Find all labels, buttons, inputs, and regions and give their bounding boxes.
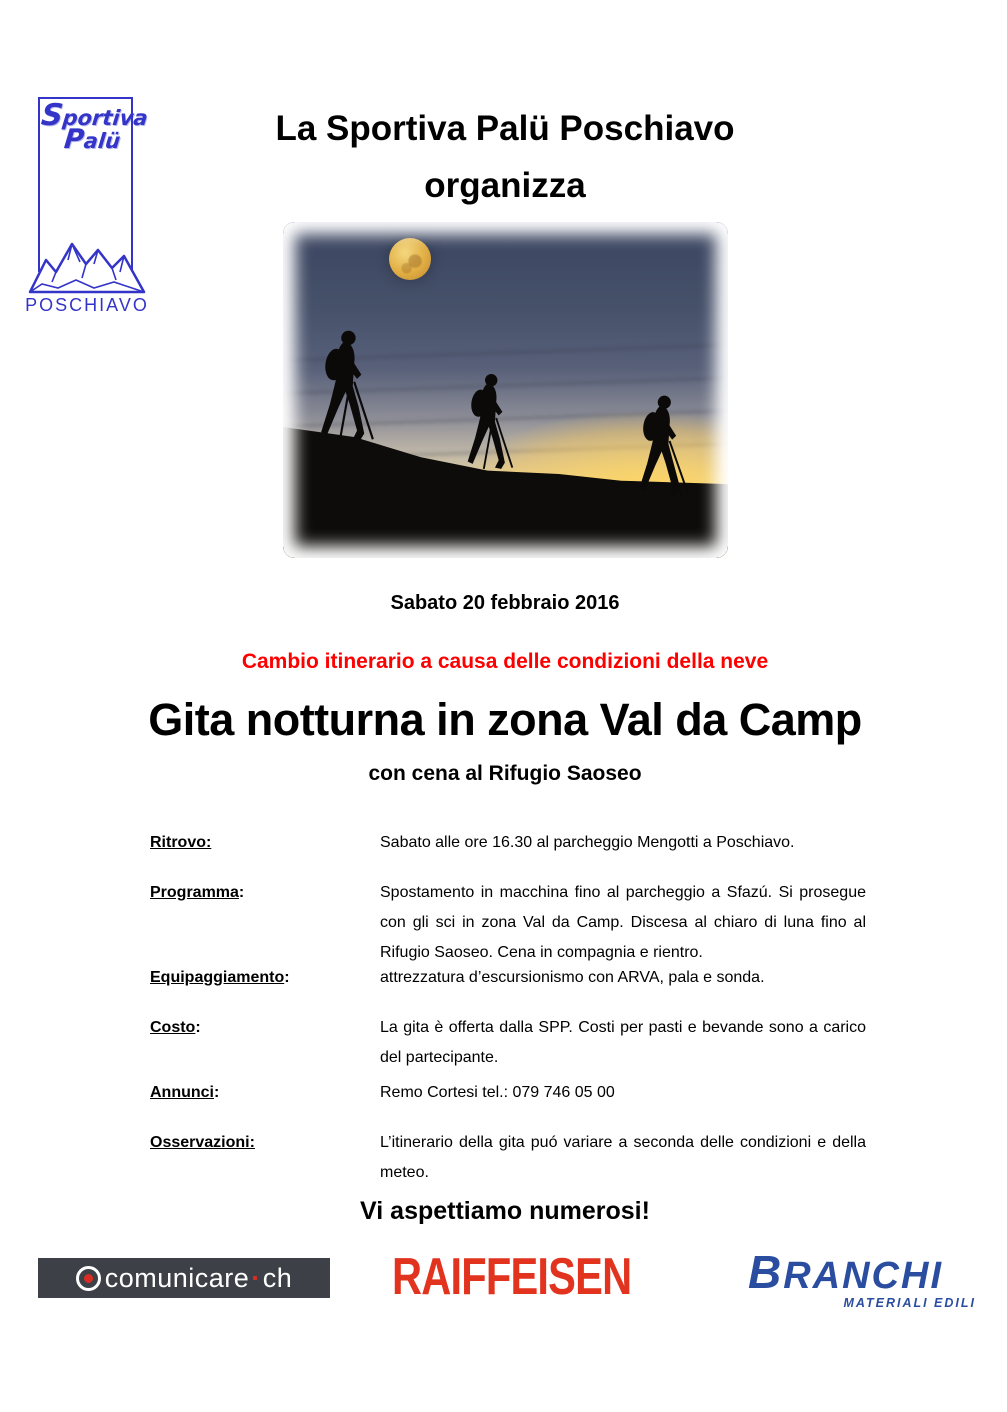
detail-label-text: Ritrovo: xyxy=(150,834,212,851)
detail-value: attrezzatura d’escursionismo con ARVA, pala e sonda. xyxy=(380,969,765,986)
organizer-title-line1: La Sportiva Palü Poschiavo xyxy=(275,109,735,148)
sponsor-comunicare-logo xyxy=(38,1258,330,1298)
club-logo-name-line2: Palü xyxy=(62,124,122,155)
detail-value: Remo Cortesi tel.: 079 746 05 00 xyxy=(380,1084,615,1101)
event-photo xyxy=(283,222,728,558)
club-logo-name-line1: Sportiva xyxy=(39,98,149,133)
detail-row-equipaggiamento xyxy=(150,963,866,993)
detail-row-programma xyxy=(150,878,866,968)
detail-label-text: Annunci xyxy=(150,1084,214,1101)
detail-row-ritrovo xyxy=(150,828,866,858)
club-logo-name xyxy=(38,98,149,155)
photo-soft-edge xyxy=(283,222,728,558)
detail-label-colon: : xyxy=(284,969,290,986)
red-dot-icon: · xyxy=(251,1262,261,1293)
detail-label-colon: : xyxy=(238,884,245,901)
detail-label-text: Programma xyxy=(150,884,239,901)
comunicare-tld: ch xyxy=(262,1262,293,1293)
organizer-title xyxy=(150,100,860,214)
detail-label-text: Costo xyxy=(150,1019,196,1036)
sponsor-branchi-logo xyxy=(748,1246,976,1310)
detail-value: La gita è offerta dalla SPP. Costi per pasti e bevande sono a carico del partecipante. xyxy=(380,1019,866,1066)
mountain-icon xyxy=(28,234,146,296)
detail-label-colon: : xyxy=(214,1084,220,1101)
detail-row-costo xyxy=(150,1013,866,1073)
organizer-title-line2: organizza xyxy=(424,166,586,205)
detail-label-text: Osservazioni: xyxy=(150,1134,255,1151)
event-subtitle: con cena al Rifugio Saoseo xyxy=(368,762,642,785)
at-icon xyxy=(76,1266,101,1291)
closing-line: Vi aspettiamo numerosi! xyxy=(360,1197,650,1225)
detail-label xyxy=(150,878,380,968)
branchi-name: BRANCHI xyxy=(748,1246,944,1298)
detail-row-annunci xyxy=(150,1078,866,1108)
club-logo-city: POSCHIAVO xyxy=(25,295,149,315)
detail-value: Spostamento in macchina fino al parcheggio a Sfazú. Si prosegue con gli sci in zona Val da Camp. Discesa al chiaro di luna fino al Rifugio Saoseo. Cena in compagnia e rientro. xyxy=(380,884,866,961)
detail-label xyxy=(150,1128,380,1188)
detail-label xyxy=(150,1013,380,1073)
sponsor-raiffeisen-logo: RAIFFEISEN xyxy=(392,1248,632,1306)
detail-value: Sabato alle ore 16.30 al parcheggio Mengotti a Poschiavo. xyxy=(380,834,795,851)
detail-label xyxy=(150,963,380,993)
detail-label xyxy=(150,828,380,858)
detail-value: L’itinerario della gita puó variare a seconda delle condizioni e della meteo. xyxy=(380,1134,866,1181)
detail-label xyxy=(150,1078,380,1108)
event-title: Gita notturna in zona Val da Camp xyxy=(148,694,862,745)
detail-row-osservazioni xyxy=(150,1128,866,1188)
detail-label-colon: : xyxy=(195,1019,201,1036)
itinerary-change-notice: Cambio itinerario a causa delle condizioni della neve xyxy=(241,650,769,673)
detail-label-text: Equipaggiamento xyxy=(150,969,285,986)
comunicare-name: comunicare xyxy=(104,1262,250,1293)
branchi-tagline: MATERIALI EDILI xyxy=(843,1296,976,1310)
event-date: Sabato 20 febbraio 2016 xyxy=(390,592,620,614)
club-logo xyxy=(38,97,149,272)
